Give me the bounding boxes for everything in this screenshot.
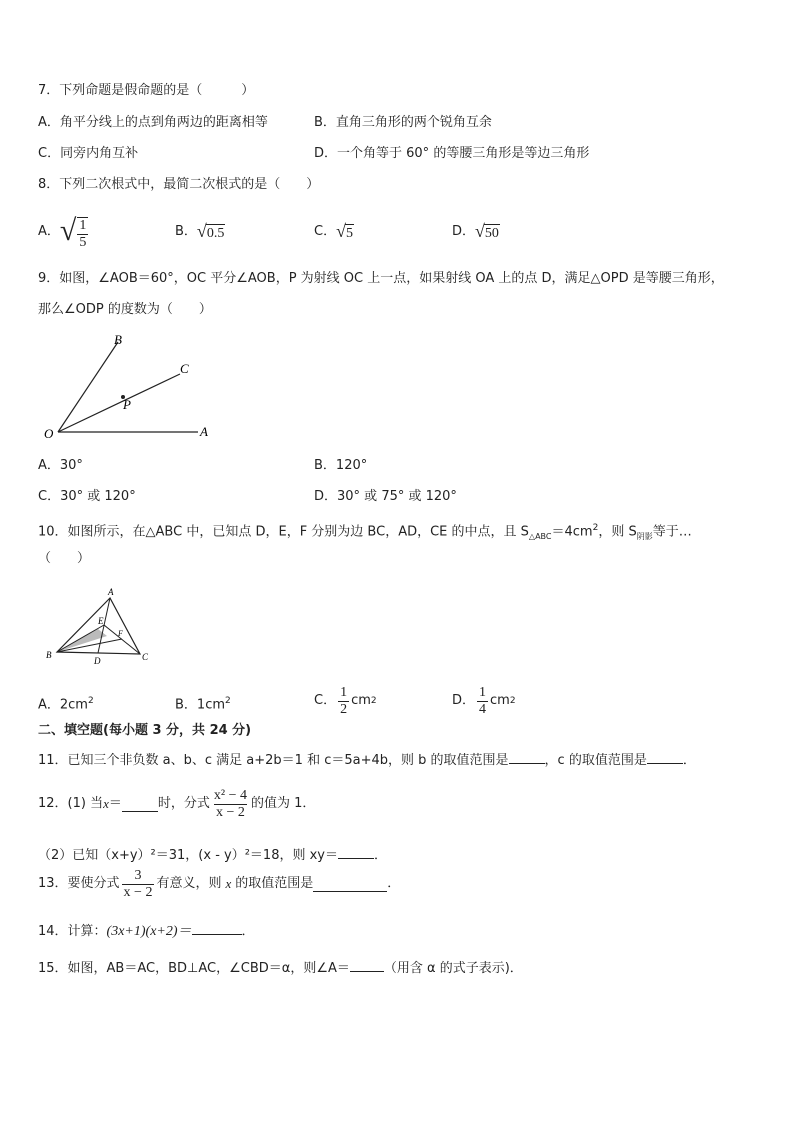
q12-blank-x[interactable] — [122, 797, 158, 812]
q8-option-b: B． √ 0.5 — [175, 221, 225, 241]
q12-end: 的值为 1． — [251, 796, 316, 811]
q9-option-d: D．30° 或 75° 或 120° — [314, 489, 457, 504]
q8-a-label: A． — [38, 224, 60, 239]
q8-option-c: C． √ 5 — [314, 221, 353, 241]
q13-post: 的取值范围是 — [235, 876, 314, 891]
q10-stem-sub1: △ABC — [528, 531, 552, 541]
q10-option-b — [175, 692, 231, 714]
q13-numerator: 3 — [134, 867, 142, 883]
q13 — [38, 864, 400, 904]
q12-pre: 12．(1) 当 — [38, 796, 104, 811]
label-d: D — [94, 656, 101, 666]
q12-eq: ＝ — [108, 796, 122, 811]
q14-expr: (3x+1)(x+2)＝ — [106, 924, 192, 939]
q12-blank-xy[interactable] — [338, 844, 374, 859]
ray-ob — [58, 342, 118, 432]
q9-stem-line2: 那么∠ODP 的度数为（ ） — [38, 302, 212, 317]
q12-x: x — [103, 796, 109, 811]
q10-triangle-figure — [40, 584, 160, 670]
q10-stem — [38, 519, 692, 546]
q12-p2: （2）已知（x+y）²＝31，(x - y）²＝18，则 xy＝ — [38, 848, 338, 863]
label-p: P — [123, 397, 131, 412]
label-b: B — [114, 332, 122, 347]
q10-a-sup: 2 — [87, 696, 94, 706]
label-a: A — [200, 424, 208, 439]
q10-c-den: 2 — [340, 701, 348, 717]
label-o: O — [44, 426, 54, 441]
ray-oc — [58, 374, 180, 432]
q8-option-a — [38, 212, 90, 252]
q11-mid: ，c 的取值范围是 — [544, 753, 647, 768]
q13-end: ． — [387, 876, 401, 891]
q10-d-label: D． — [452, 693, 476, 708]
q10-stem-end: 等于… — [652, 524, 692, 540]
q10-stem-post: ，则 S — [598, 524, 637, 540]
q12-p2-end: ． — [374, 848, 388, 863]
q12-part2 — [38, 844, 387, 865]
q10-stem-sub2: 阴影 — [636, 531, 653, 541]
q13-mid: 有意义，则 — [156, 876, 222, 891]
q8-option-d: D． √ 50 — [452, 221, 499, 241]
q8-a-denominator: 5 — [79, 235, 87, 250]
shaded-region — [57, 629, 107, 652]
label-e: E — [98, 616, 104, 626]
q13-x: x — [225, 876, 232, 891]
q12-denominator: x − 2 — [216, 804, 245, 820]
q7-option-d: D．一个角等于 60° 的等腰三角形是等边三角形 — [314, 146, 590, 161]
q10-d-sup: 2 — [509, 696, 516, 706]
q13-pre: 13．要使分式 — [38, 876, 120, 891]
q11-end: ． — [682, 753, 696, 768]
q10-c-unit: cm — [351, 693, 371, 708]
q13-blank[interactable] — [313, 877, 387, 892]
q7-option-b: B．直角三角形的两个锐角互余 — [314, 115, 492, 130]
q12-numerator: x² − 4 — [213, 787, 247, 803]
label-f: F — [118, 629, 123, 638]
label-a: A — [108, 587, 114, 597]
q11-blank-b[interactable] — [509, 749, 545, 764]
q14-pre: 14．计算： — [38, 924, 107, 939]
q12-mid: 时，分式 — [157, 796, 210, 811]
q8-b-label: B． — [175, 224, 197, 239]
q8-d-radicand: 50 — [484, 226, 499, 241]
section-2-heading: 二、填空题(每小题 3 分，共 24 分) — [38, 723, 252, 738]
q11 — [38, 749, 696, 770]
q9-option-b: B．120° — [314, 458, 368, 473]
q9-option-a: A．30° — [38, 458, 83, 473]
q10-stem-sup: 2 — [592, 523, 599, 533]
q11-pre: 11．已知三个非负数 a、b、c 满足 a+2b＝1 和 c＝5a+4b，则 b 的取值范围是 — [38, 753, 509, 768]
q7-option-a: A．角平分线上的点到角两边的距离相等 — [38, 115, 268, 130]
q15 — [38, 957, 523, 978]
q10-option-a — [38, 692, 94, 714]
q10-option-c — [314, 682, 377, 720]
q12-part1 — [38, 784, 315, 824]
q8-stem: 8．下列二次根式中，最简二次根式的是（ ） — [38, 177, 320, 192]
q8-d-label: D． — [452, 224, 476, 239]
q10-d-den: 4 — [479, 701, 487, 717]
q10-paren: （ ） — [38, 551, 91, 566]
q10-b-sup: 2 — [225, 696, 231, 706]
q10-c-num: 1 — [340, 684, 348, 700]
q15-blank[interactable] — [350, 957, 384, 972]
label-c: C — [180, 361, 189, 376]
q15-pre: 15．如图，AB＝AC，BD⊥AC，∠CBD＝α，则∠A＝ — [38, 961, 350, 976]
q10-c-label: C． — [314, 693, 337, 708]
q7-stem: 7．下列命题是假命题的是（ ） — [38, 83, 255, 98]
q14-end: ． — [241, 924, 255, 939]
q8-a-numerator: 1 — [79, 218, 87, 233]
label-b: B — [46, 650, 52, 660]
q7-option-c: C．同旁内角互补 — [38, 146, 139, 161]
q10-d-num: 1 — [479, 684, 487, 700]
q9-angle-figure — [36, 328, 226, 444]
q11-blank-c[interactable] — [647, 749, 683, 764]
q14-blank[interactable] — [192, 920, 242, 935]
q9-stem-line1: 9．如图，∠AOB＝60°，OC 平分∠AOB，P 为射线 OC 上一点，如果射线 OA 上的点 D，满足△OPD 是等腰三角形， — [38, 271, 724, 286]
q8-c-label: C． — [314, 224, 337, 239]
q8-a-sqrt-frac: √ $\frac{1}{5}$ — [59, 214, 87, 250]
q14 — [38, 920, 255, 941]
q8-b-radicand: 0.5 — [206, 226, 225, 241]
q8-c-radicand: 5 — [345, 226, 353, 241]
q15-end: （用含 α 的式子表示)． — [383, 961, 523, 976]
q10-stem-mid: ＝4cm — [551, 524, 593, 540]
q13-denominator: x − 2 — [123, 884, 153, 900]
q10-c-sup: 2 — [370, 696, 377, 706]
q9-option-c: C．30° 或 120° — [38, 489, 136, 504]
q10-b-text: B．1cm — [175, 697, 226, 713]
q10-d-unit: cm — [490, 693, 510, 708]
q10-a-text: A．2cm — [38, 697, 88, 713]
q10-option-d — [452, 682, 516, 720]
label-c: C — [142, 652, 149, 662]
q10-stem-pre: 10．如图所示，在△ABC 中，已知点 D，E，F 分别为边 BC，AD，CE 的中点，且 S — [38, 524, 529, 540]
